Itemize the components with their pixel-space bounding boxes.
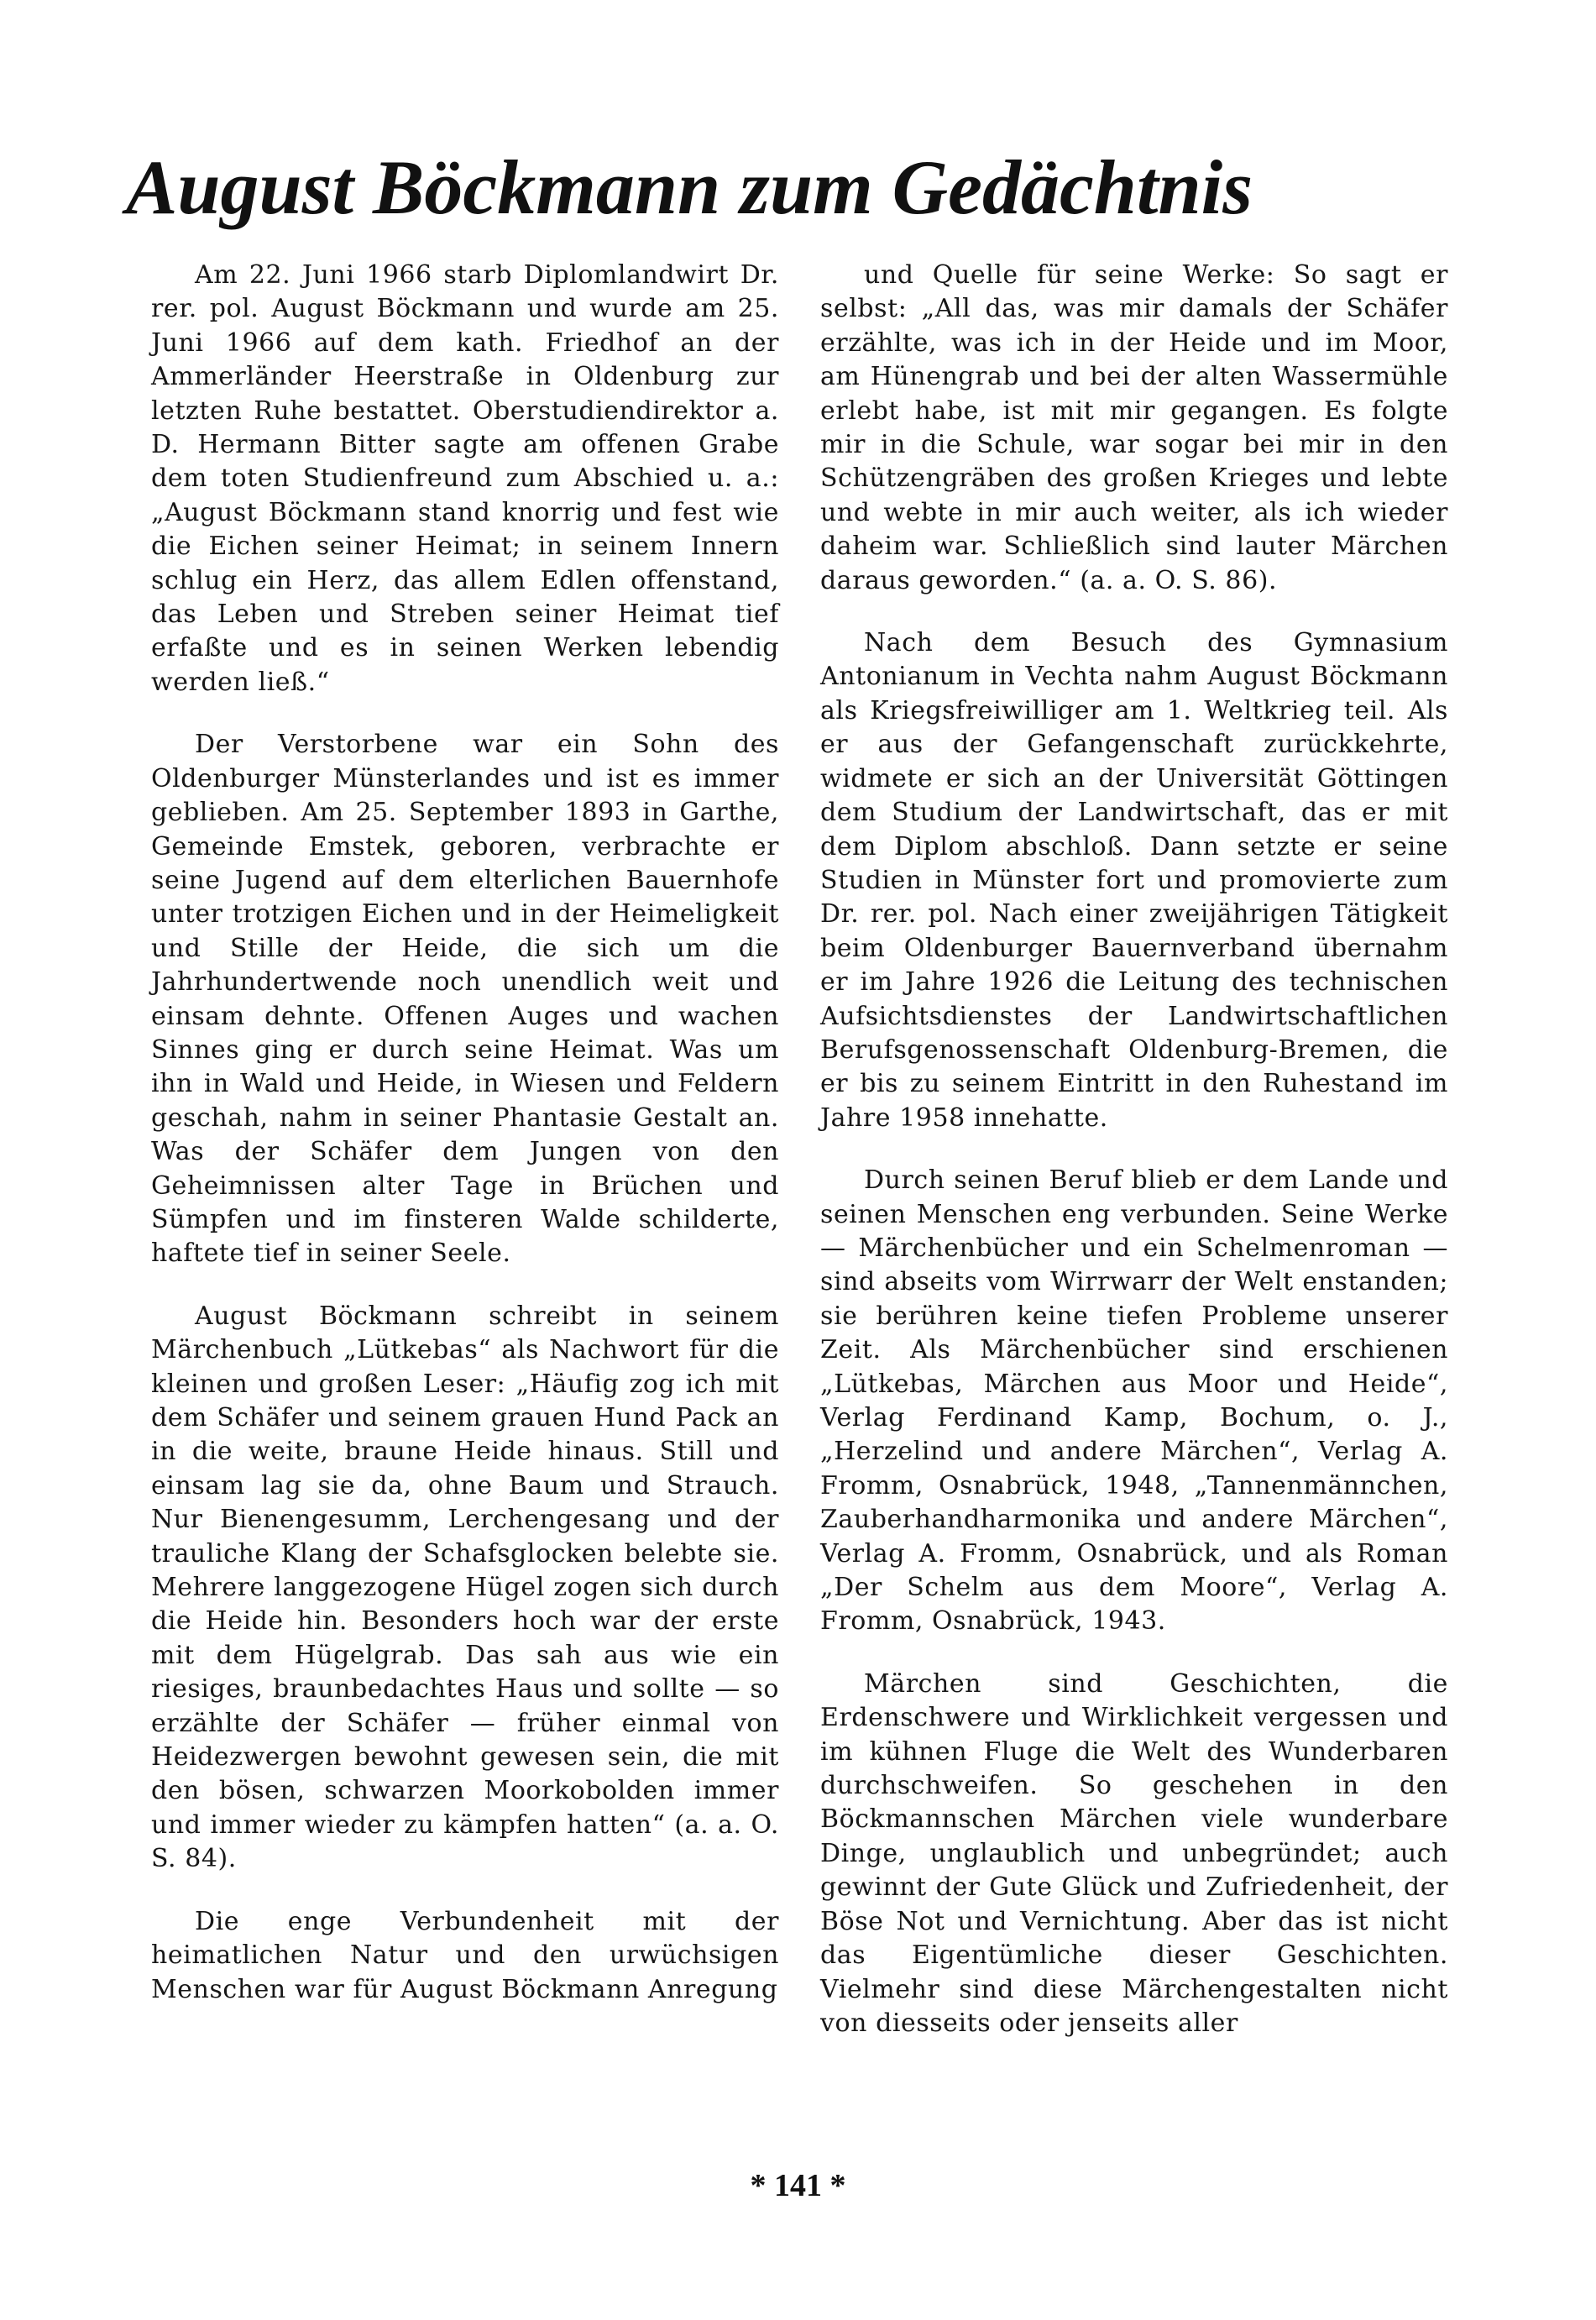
- page-title: August Böckmann zum Gedächtnis: [126, 144, 1253, 230]
- paragraph: August Böckmann schreibt in seinem Märchenbuch „Lütkebas“ als Nachwort für die kleinen und großen Leser: „Häufig zog ich mit dem Schäfer und seinem grauen Hund Pack an in die weite, braune Heide hinaus. Still und einsam lag sie da, ohne Baum und Strauch. Nur Bienengesumm, Lerchengesang und der trauliche Klang der Schafsglocken belebte sie. Mehrere langgezogene Hügel zogen sich durch die Heide hin. Besonders hoch war der erste mit dem Hügelgrab. Das sah aus wie ein riesiges, braunbedachtes Haus und sollte — so erzählte der Schäfer — früher einmal von Heidezwergen bewohnt gewesen sein, die mit den bösen, schwarzen Moorkobolden immer und immer wieder zu kämpfen hatten“ (a. a. O. S. 84).: [151, 1301, 779, 1874]
- paragraph: und Quelle für seine Werke: So sagt er selbst: „All das, was mir damals der Schäfer erzählte, was ich in der Heide und im Moor, am Hünengrab und bei der alten Wassermühle erlebt habe, ist mit mir gegangen. Es folgte mir in die Schule, war sogar bei mir in den Schützengräben des großen Krieges und lebte und webte in mir auch weiter, als ich wieder daheim war. Schließlich sind lauter Märchen daraus geworden.“ (a. a. O. S. 86).: [820, 260, 1448, 595]
- paragraph: Am 22. Juni 1966 starb Diplomlandwirt Dr. rer. pol. August Böckmann und wurde am 25. Juni 1966 auf dem kath. Friedhof an der Ammerländer Heerstraße in Oldenburg zur letzten Ruhe bestattet. Oberstudiendirektor a. D. Hermann Bitter sagte am offenen Grabe dem toten Studienfreund zum Abschied u. a.: „August Böckmann stand knorrig und fest wie die Eichen seiner Heimat; in seinem Innern schlug ein Herz, das allem Edlen offenstand, das Leben und Streben seiner Heimat tief erfaßte und es in seinen Werken lebendig werden ließ.“: [151, 260, 779, 697]
- paragraph: Die enge Verbundenheit mit der heimatlichen Natur und den urwüchsigen Menschen war für August Böckmann Anregung: [151, 1906, 779, 2004]
- paragraph: Nach dem Besuch des Gymnasium Antonianum in Vechta nahm August Böckmann als Kriegsfreiwilliger am 1. Weltkrieg teil. Als er aus der Gefangenschaft zurückkehrte, widmete er sich an der Universität Göttingen dem Studium der Landwirtschaft, das er mit dem Diplom abschloß. Dann setzte er seine Studien in Münster fort und promovierte zum Dr. rer. pol. Nach einer zweijährigen Tätigkeit beim Oldenburger Bauernverband übernahm er im Jahre 1926 die Leitung des technischen Aufsichtsdienstes der Landwirtschaftlichen Berufsgenossenschaft Oldenburg-Bremen, die er bis zu seinem Eintritt in den Ruhestand im Jahre 1958 innehatte.: [820, 628, 1448, 1133]
- paragraph: Der Verstorbene war ein Sohn des Oldenburger Münsterlandes und ist es immer geblieben. Am 25. September 1893 in Garthe, Gemeinde Emstek, geboren, verbrachte er seine Jugend auf dem elterlichen Bauernhofe unter trotzigen Eichen und in der Heimeligkeit und Stille der Heide, die sich um die Jahrhundertwende noch unendlich weit und einsam dehnte. Offenen Auges und wachen Sinnes ging er durch seine Heimat. Was um ihn in Wald und Heide, in Wiesen und Feldern geschah, nahm in seiner Phantasie Gestalt an. Was der Schäfer dem Jungen von den Geheimnissen alter Tage in Brüchen und Sümpfen und im finsteren Walde schilderte, haftete tief in seiner Seele.: [151, 730, 779, 1269]
- left-column: [151, 259, 779, 2007]
- right-column: [820, 259, 1448, 2040]
- page-number: * 141 *: [750, 2168, 846, 2203]
- paragraph: Märchen sind Geschichten, die Erdenschwere und Wirklichkeit vergessen und im kühnen Fluge die Welt des Wunderbaren durchschweifen. So geschehen in den Böckmannschen Märchen viele wunderbare Dinge, unglaublich und unbegründet; auch gewinnt der Gute Glück und Zufriedenheit, der Böse Not und Vernichtung. Aber das ist nicht das Eigentümliche dieser Geschichten. Vielmehr sind diese Märchengestalten nicht von diesseits oder jenseits aller: [820, 1668, 1448, 2038]
- paragraph: Durch seinen Beruf blieb er dem Lande und seinen Menschen eng verbunden. Seine Werke — Märchenbücher und ein Schelmenroman — sind abseits vom Wirrwarr der Welt enstanden; sie berühren keine tiefen Probleme unserer Zeit. Als Märchenbücher sind erschienen „Lütkebas, Märchen aus Moor und Heide“, Verlag Ferdinand Kamp, Bochum, o. J., „Herzelind und andere Märchen“, Verlag A. Fromm, Osnabrück, 1948, „Tannenmännchen, Zauberhandharmonika und andere Märchen“, Verlag A. Fromm, Osnabrück, und als Roman „Der Schelm aus dem Moore“, Verlag A. Fromm, Osnabrück, 1943.: [820, 1165, 1448, 1637]
